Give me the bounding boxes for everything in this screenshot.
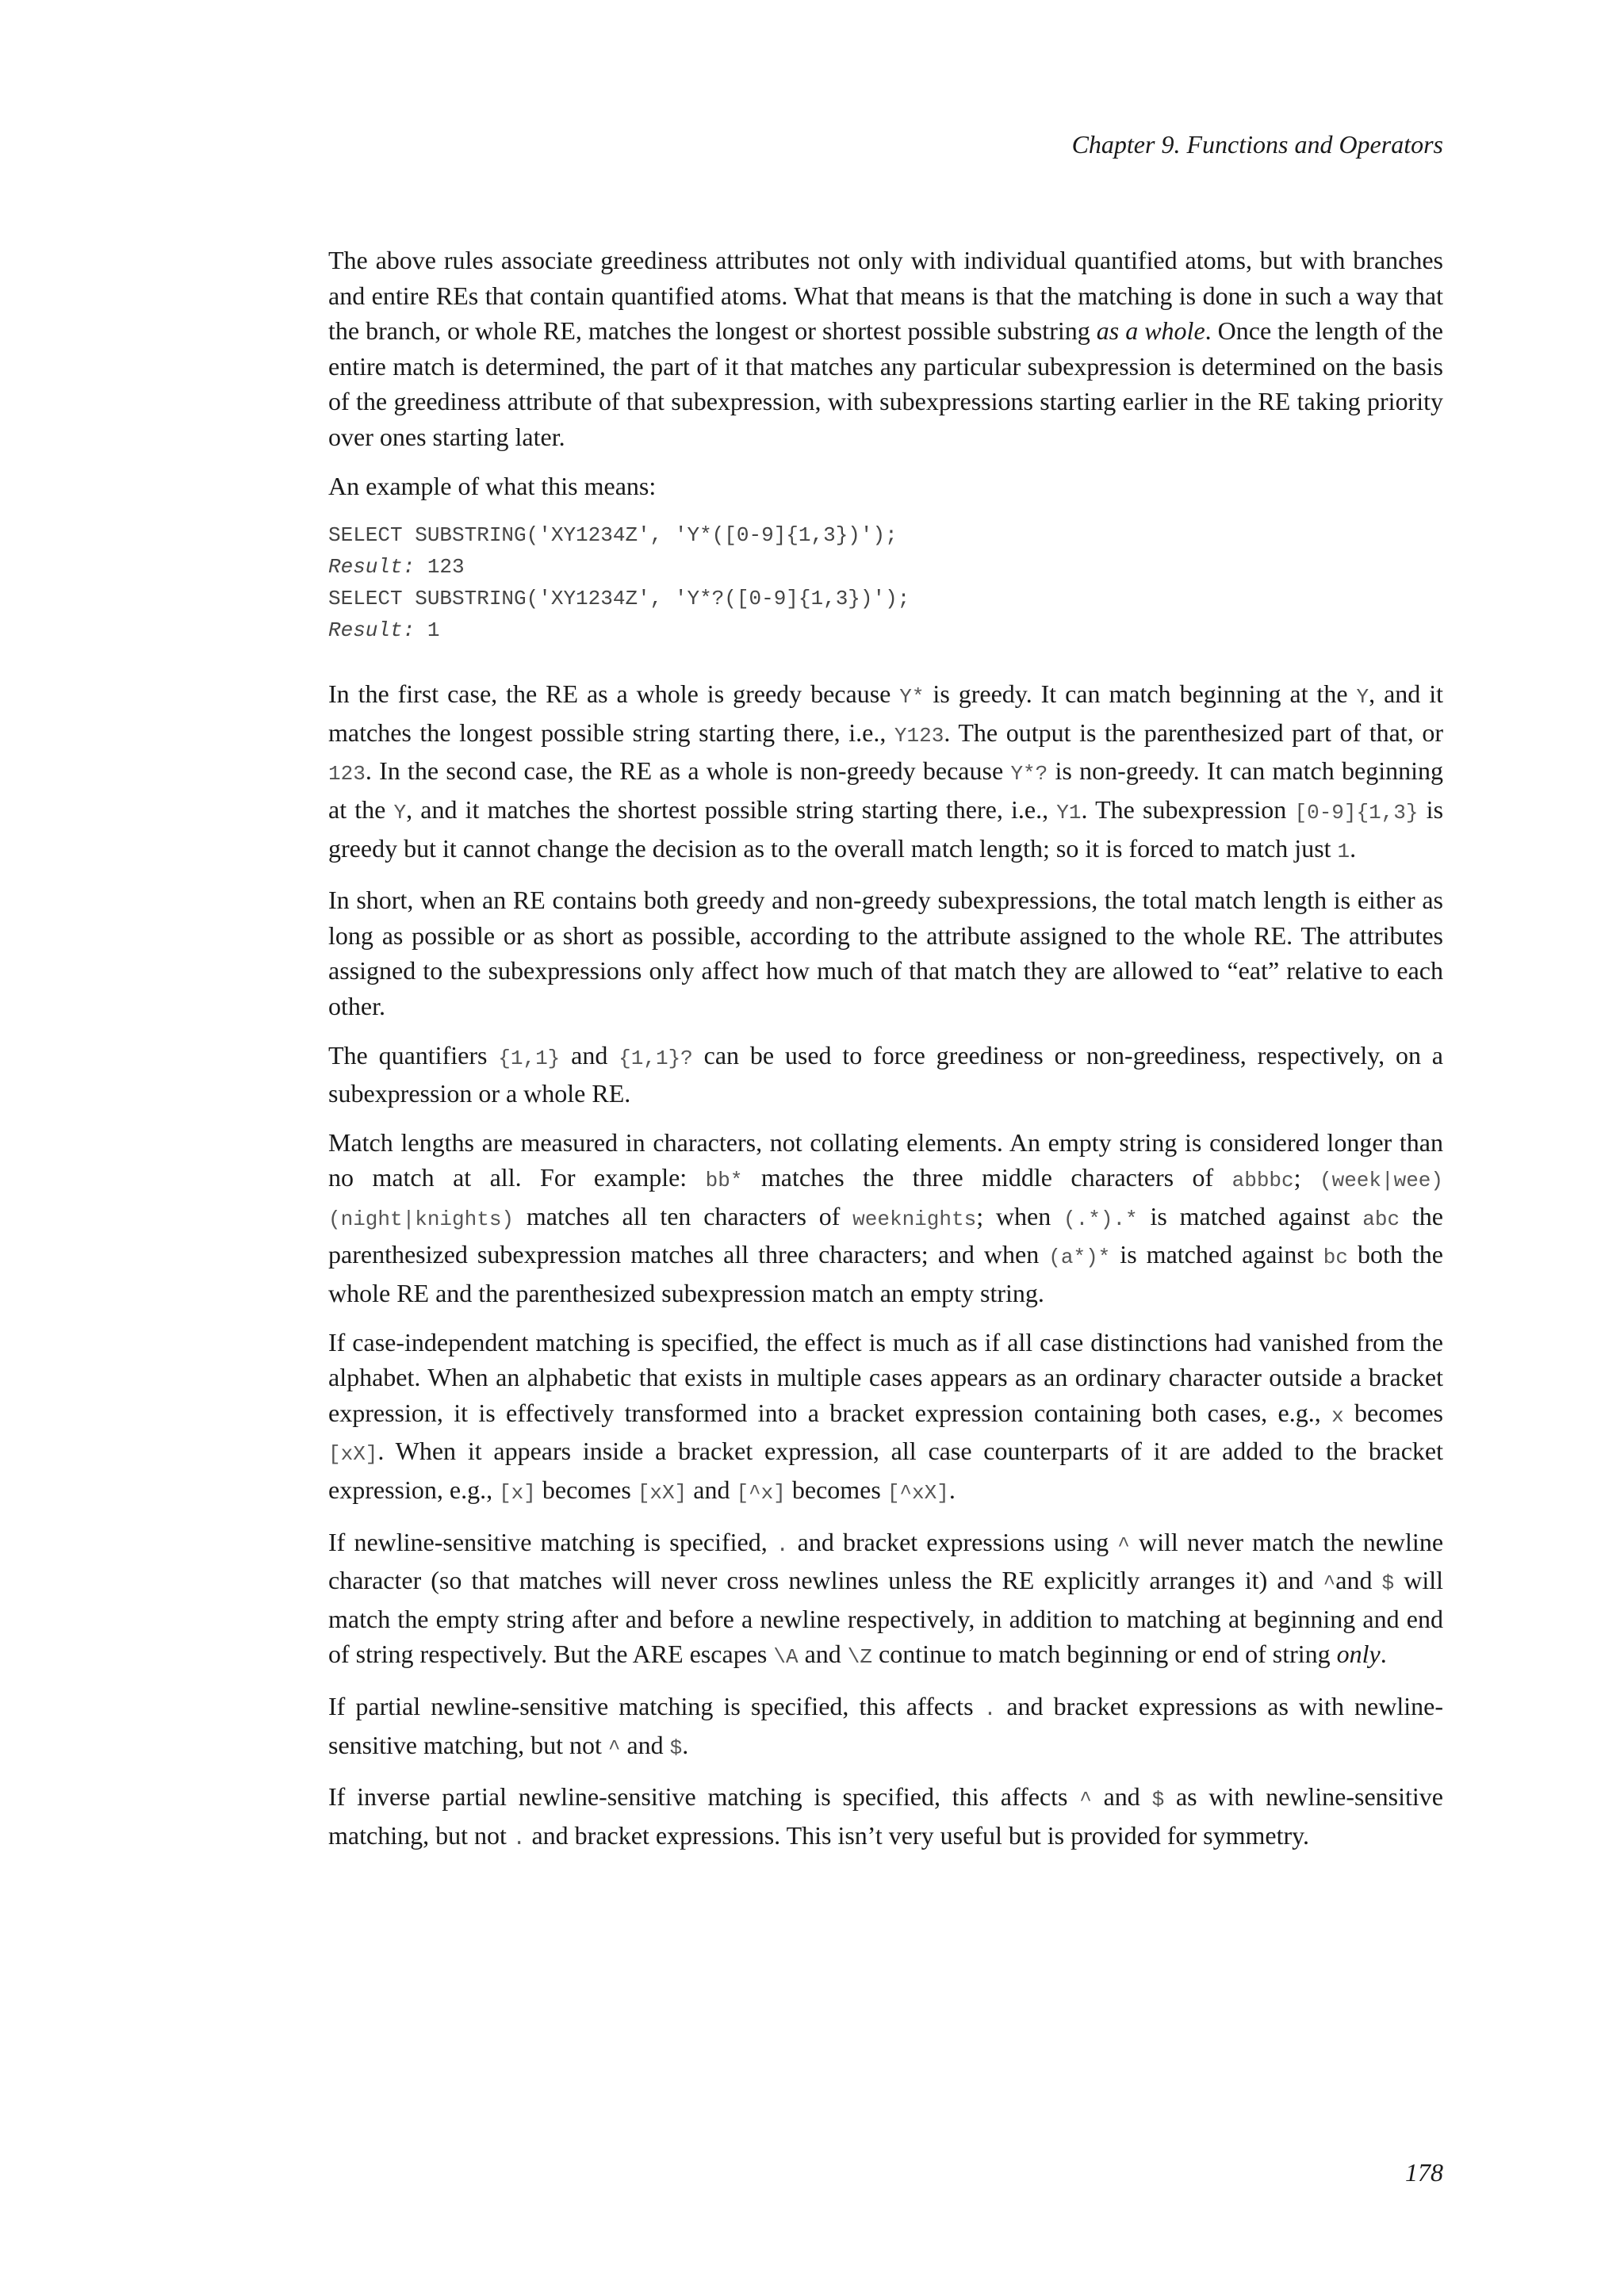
text: . Once the length of the entire match is determined, the part of it that matches any particular subexpression is determined on the basis of the greediness attribute of that subexpression, with subexpressions starting earlier in the RE taking priority over ones starting later.: [328, 316, 1444, 451]
inline-code: Y*?: [1010, 762, 1048, 786]
inline-code: Y1: [1056, 800, 1082, 825]
inline-code: 123: [328, 762, 366, 786]
text: The above rules associate greediness attributes not only with individual quantified atoms, but with branches and entire REs that contain quantified atoms. What that means is that the matching is done in such a way that the branch, or whole RE, matches the longest or shortest possible substring: [328, 246, 1443, 346]
text: ;: [1293, 1163, 1320, 1192]
text: and bracket expressions. This isn’t very useful but is provided for symmetry.: [525, 1820, 1310, 1850]
text: , and it matches the longest possible string starting there, i.e.,: [328, 679, 1444, 747]
text: and: [687, 1475, 737, 1505]
inline-code: x: [1331, 1403, 1344, 1428]
text: is matched against: [1110, 1240, 1323, 1269]
paragraph-quantifiers: [328, 1038, 1443, 1112]
inline-code: bc: [1323, 1246, 1348, 1270]
text: If case-independent matching is specified, the effect is much as if all case distinctions had vanished from the alphabet. When an alphabetic that exists in multiple cases appears as an ordinary character outside a bracket expression, it is effectively transformed into a bracket expression containing both cases, e.g.,: [328, 1327, 1443, 1427]
inline-code: .: [512, 1826, 526, 1850]
inline-code: {1,1}?: [619, 1046, 693, 1070]
inline-code: ^: [1117, 1533, 1130, 1557]
inline-code: ^: [607, 1735, 621, 1760]
emphasis: as a whole: [1096, 316, 1205, 346]
inline-code: [xX]: [637, 1481, 688, 1506]
text: .: [1380, 1640, 1387, 1669]
text: and: [560, 1040, 619, 1070]
inline-code: [0-9]{1,3}: [1294, 800, 1419, 825]
text: ; when: [976, 1201, 1064, 1230]
text: If inverse partial newline-sensitive matching is specified, this affects: [328, 1782, 1080, 1812]
text: is non-greedy. It can match beginning at the: [328, 756, 1444, 824]
text: as with newline-sensitive matching, but not: [328, 1782, 1444, 1850]
text: and: [1335, 1566, 1382, 1595]
inline-code: \A: [773, 1645, 799, 1670]
paragraph-first-case: [328, 676, 1443, 869]
inline-code: Y: [393, 800, 407, 825]
result-line: [328, 551, 1443, 583]
inline-code: .: [983, 1697, 997, 1721]
paragraph-inverse-partial-newline: [328, 1779, 1443, 1856]
emphasis: only: [1336, 1640, 1381, 1669]
inline-code: (a*)*: [1048, 1246, 1111, 1270]
code-line: SELECT SUBSTRING('XY1234Z', 'Y*?([0-9]{1,3})');: [328, 587, 910, 611]
inline-code: Y: [1356, 685, 1369, 710]
main-content: [328, 243, 1443, 1869]
inline-code: weeknights: [852, 1207, 977, 1231]
text: .: [948, 1475, 956, 1505]
text: matches all ten characters of: [514, 1201, 853, 1230]
paragraph-short-summary: In short, when an RE contains both greedy and non-greedy subexpressions, the total match length is either as long as possible or as short as possible, according to the attribute assigned to the whole RE. The attributes assigned to the subexpressions only affect how much of that match they are allowed to “eat” relative to each other.: [328, 886, 1443, 1020]
text: is greedy. It can match beginning at the: [924, 679, 1357, 709]
inline-code: (week|wee)(night|knights): [328, 1169, 1444, 1231]
text: and: [620, 1730, 670, 1759]
inline-code: $: [1381, 1571, 1395, 1596]
inline-code: $: [669, 1735, 683, 1760]
text: and bracket expressions using: [788, 1527, 1118, 1556]
inline-code: abc: [1362, 1207, 1400, 1231]
paragraph-greediness-branches: [328, 243, 1443, 455]
inline-code: $: [1151, 1788, 1165, 1812]
code-example: [328, 519, 1443, 646]
text: both the whole RE and the parenthesized subexpression match an empty string.: [328, 1240, 1443, 1308]
text: becomes: [785, 1475, 887, 1505]
text: In the first case, the RE as a whole is greedy because: [328, 679, 900, 709]
inline-code: Y*: [899, 685, 925, 710]
inline-code: ^: [1079, 1788, 1092, 1812]
text: . The subexpression: [1081, 794, 1295, 824]
text: If partial newline-sensitive matching is specified, this affects: [328, 1692, 984, 1720]
text: If newline-sensitive matching is specified,: [328, 1527, 776, 1556]
text: becomes: [535, 1475, 638, 1505]
inline-code: abbbc: [1231, 1169, 1294, 1193]
text: , and it matches the shortest possible string starting there, i.e.,: [406, 794, 1057, 824]
text: continue to match beginning or end of string: [871, 1640, 1337, 1669]
inline-code: {1,1}: [498, 1046, 561, 1070]
text: the parenthesized subexpression matches all three characters; and when: [328, 1201, 1443, 1269]
paragraph-example-intro: An example of what this means:: [328, 471, 657, 500]
inline-code: bb*: [705, 1169, 743, 1193]
inline-code: Y123: [894, 723, 944, 748]
paragraph-case-independent: [328, 1325, 1443, 1511]
text: . In the second case, the RE as a whole is non-greedy because: [365, 756, 1011, 786]
inline-code: \Z: [847, 1645, 872, 1670]
inline-code: [^xX]: [887, 1481, 949, 1506]
inline-code: ^: [1323, 1571, 1336, 1596]
text: . When it appears inside a bracket expression, all case counterparts of it are added to the bracket expression, e.g.,: [328, 1437, 1443, 1505]
paragraph-newline-sensitive: [328, 1525, 1443, 1675]
chapter-header: Chapter 9. Functions and Operators: [1071, 130, 1443, 159]
result-label: Result:: [328, 618, 416, 643]
text: and: [1091, 1782, 1152, 1812]
result-value: 123: [415, 555, 465, 580]
text: becomes: [1343, 1398, 1444, 1427]
text: Match lengths are measured in characters, not collating elements. An empty string is considered longer than no match at all. For example:: [328, 1127, 1443, 1192]
text: .: [682, 1730, 689, 1759]
text: and bracket expressions as with newline-sensitive matching, but not: [328, 1692, 1444, 1759]
result-line: [328, 614, 1443, 646]
result-label: Result:: [328, 555, 416, 580]
inline-code: .: [776, 1533, 789, 1557]
text: is greedy but it cannot change the decision as to the overall match length; so it is forced to match just: [328, 794, 1444, 863]
text: will match the empty string after and before a newline respectively, in addition to matching at beginning and end of string respectively. But the ARE escapes: [328, 1566, 1444, 1669]
result-value: 1: [415, 618, 440, 643]
text: .: [1350, 833, 1357, 863]
inline-code: (.*).*: [1063, 1207, 1138, 1231]
inline-code: [x]: [499, 1481, 536, 1506]
text: . The output is the parenthesized part of that, or: [944, 718, 1444, 747]
text: and: [798, 1640, 848, 1669]
text: will never match the newline character (so that matches will never cross newlines unless the RE explicitly arranges it) and: [328, 1527, 1444, 1595]
inline-code: 1: [1337, 839, 1350, 863]
paragraph-match-lengths: [328, 1125, 1443, 1311]
code-line: SELECT SUBSTRING('XY1234Z', 'Y*([0-9]{1,3})');: [328, 523, 898, 548]
inline-code: [xX]: [328, 1442, 378, 1467]
text: The quantifiers: [328, 1040, 499, 1070]
paragraph-partial-newline: [328, 1689, 1443, 1766]
text: matches the three middle characters of: [742, 1163, 1232, 1192]
text: is matched against: [1137, 1201, 1363, 1230]
inline-code: [^x]: [736, 1481, 786, 1506]
page-number: 178: [1405, 2158, 1443, 2187]
text: can be used to force greediness or non-greediness, respectively, on a subexpression or a whole RE.: [328, 1040, 1444, 1108]
